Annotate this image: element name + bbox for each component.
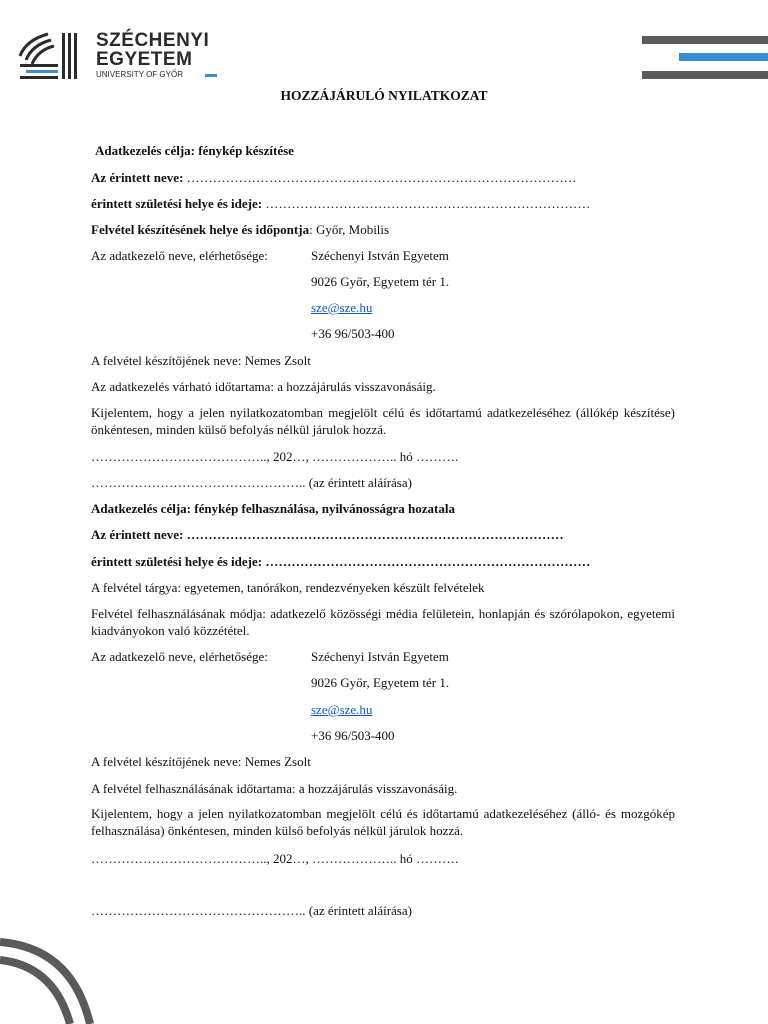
footer-arcs-decoration — [0, 934, 100, 1024]
university-logo — [18, 30, 223, 82]
logo-mark-icon — [18, 30, 82, 82]
s1-name-label: Az érintett neve: — [91, 170, 184, 185]
s2-signature-line: ………………………………………….. (az érintett aláírása) — [91, 903, 412, 918]
s1-name-row — [91, 170, 577, 186]
s1-name-dots: ……………………………………………………………………………… — [186, 170, 577, 185]
s1-date-line: ………………………………….., 202…, ……………….. hó ………. — [91, 449, 459, 464]
logo-accent-bar — [205, 74, 217, 77]
s2-name-label: Az érintett neve: — [91, 527, 184, 542]
s1-declaration: Kijelentem, hogy a jelen nyilatkozatomban megjelölt célú és időtartamú adatkezeléséhez (állókép készítése) önkéntesen, minden külső befolyás nélkül járulok hozzá. — [91, 405, 675, 437]
s1-place-value: : Győr, Mobilis — [309, 222, 390, 237]
s1-signature-line: ………………………………………….. (az érintett aláírása) — [91, 475, 412, 490]
s2-usage: Felvétel felhasználásának módja: adatkezelő közösségi média felületein, honlapján és szórólapokon, egyetemi kiadványokon való közzététel. — [91, 606, 675, 638]
s1-photographer: A felvétel készítőjének neve: Nemes Zsolt — [91, 353, 311, 368]
s2-duration: A felvétel felhasználásának időtartama: a hozzájárulás visszavonásáig. — [91, 781, 458, 796]
document-title: HOZZÁJÁRULÓ NYILATKOZAT — [280, 88, 488, 103]
s2-controller-address: 9026 Győr, Egyetem tér 1. — [311, 675, 450, 690]
logo-line-3: UNIVERSITY OF GYŐR — [96, 70, 183, 79]
s2-photographer: A felvétel készítőjének neve: Nemes Zsolt — [91, 754, 311, 769]
s1-birth-dots: ………………………………………………………………… — [265, 196, 591, 211]
s2-birth-row — [91, 554, 590, 570]
header-stripes — [642, 36, 768, 80]
s1-email-link[interactable]: sze@sze.hu — [311, 300, 373, 315]
s1-place-row — [91, 222, 389, 238]
logo-line-1: SZÉCHENYI — [96, 30, 210, 51]
logo-line-2: EGYETEM — [96, 49, 193, 70]
s2-name-row — [91, 527, 564, 543]
s1-controller-label: Az adatkezelő neve, elérhetősége: — [91, 248, 268, 263]
s1-birth-row — [91, 196, 590, 212]
s2-date-line: ………………………………….., 202…, ……………….. hó ………. — [91, 851, 459, 866]
s2-controller-phone: +36 96/503-400 — [311, 728, 395, 743]
s2-subject: A felvétel tárgya: egyetemen, tanórákon, rendezvényeken készült felvételek — [91, 580, 485, 595]
s2-declaration: Kijelentem, hogy a jelen nyilatkozatomban megjelölt célú és időtartamú adatkezeléséhez (álló- és mozgókép felhasználása) önkéntesen, minden külső befolyás nélkül járulok hozzá. — [91, 806, 675, 838]
s2-birth-dots: ………………………………………………………………… — [262, 554, 591, 569]
s1-controller-address: 9026 Győr, Egyetem tér 1. — [311, 274, 450, 289]
s1-duration: Az adatkezelés várható időtartama: a hozzájárulás visszavonásáig. — [91, 379, 436, 394]
s1-birth-label: érintett születési helye és ideje: — [91, 196, 263, 211]
s2-birth-label: érintett születési helye és ideje: — [91, 554, 263, 569]
s1-purpose: Adatkezelés célja: fénykép készítése — [95, 143, 294, 158]
s1-controller-name: Széchenyi István Egyetem — [311, 248, 449, 263]
s2-controller-name: Széchenyi István Egyetem — [311, 649, 449, 664]
s1-place-label: Felvétel készítésének helye és időpontja — [91, 222, 310, 237]
s2-email-link[interactable]: sze@sze.hu — [311, 702, 373, 717]
s1-controller-phone: +36 96/503-400 — [311, 326, 395, 341]
s2-name-dots: …………………………………………………………………………… — [183, 527, 564, 542]
s2-purpose: Adatkezelés célja: fénykép felhasználása, nyilvánosságra hozatala — [91, 501, 455, 516]
s2-controller-label: Az adatkezelő neve, elérhetősége: — [91, 649, 268, 664]
